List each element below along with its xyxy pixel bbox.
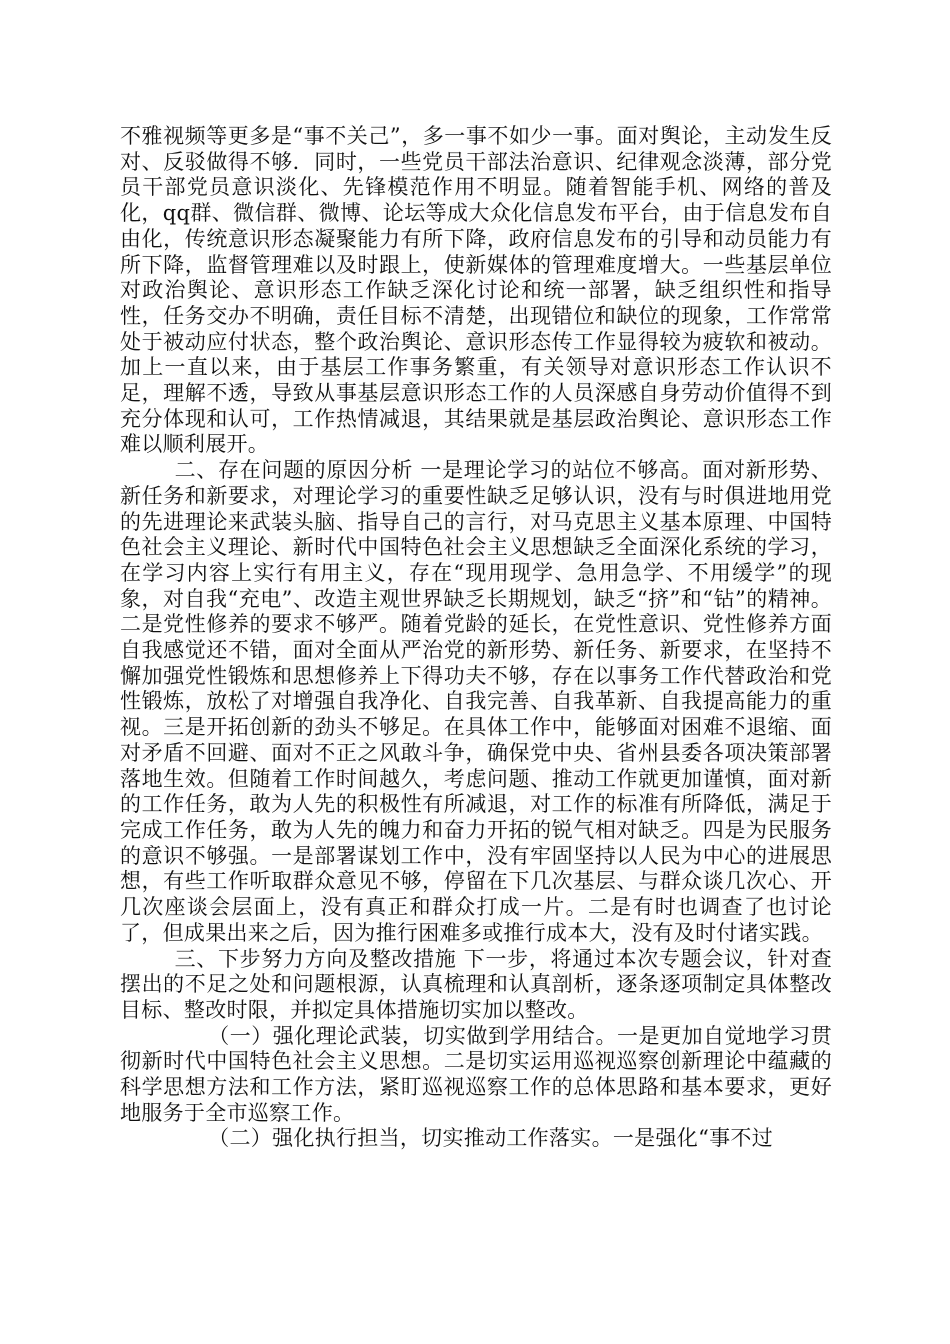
paragraph-cause-analysis: 二、存在问题的原因分析 一是理论学习的站位不够高。面对新形势、新任务和新要求，对理论学习的重要性缺乏足够认识，没有与时俱进地用党的先进理论来武装头脑、指导自己的言行，对马克思主义基本原理、中国特色社会主义理论、新时代中国特色社会主义思想缺乏全面深化系统的学习，在学习内容上实行有用主义，存在“现用现学、急用急学、不用缓学”的现象，对自我“充电”、改造主观世界缺乏长期规划，缺乏“挤”和“钻”的精神。二是党性修养的要求不够严。随着党龄的延长，在党性意识、党性修养方面自我感觉还不错，面对全面从严治党的新形势、新任务、新要求，在坚持不懈加强党性锻炼和思想修养上下得功夫不够，存在以事务工作代替政治和党性锻炼，放松了对增强自我净化、自我完善、自我革新、自我提高能力的重视。三是开拓创新的劲头不够足。在具体工作中，能够面对困难不退缩、面对矛盾不回避、面对不正之风敢斗争，确保党中央、省州县委各项决策部署落地生效。但随着工作时间越久，考虑问题、推动工作就更加谨慎，面对新的工作任务，敢为人先的积极性有所减退，对工作的标准有所降低，满足于完成工作任务，敢为人先的魄力和奋力开拓的锐气相对缺乏。四是为民服务的意识不够强。一是部署谋划工作中，没有牢固坚持以人民为中心的进展思想，有些工作听取群众意见不够，停留在下几次基层、与群众谈几次心、开几次座谈会层面上，没有真正和群众打成一片。二是有时也调查了也讨论了，但成果出来之后，因为推行困难多或推行成本大，没有及时付诸实践。	[120, 458, 832, 945]
paragraph-continuation: 不雅视频等更多是“事不关己”，多一事不如少一事。面对舆论，主动发生反对、反驳做得不够．同时，一些党员干部法治意识、纪律观念淡薄，部分党员干部党员意识淡化、先锋模范作用不明显。随着智能手机、网络的普及化，qq群、微信群、微博、论坛等成大众化信息发布平台，由于信息发布自由化，传统意识形态凝聚能力有所下降，政府信息发布的引导和动员能力有所下降，监督管理难以及时跟上，使新媒体的管理难度增大。一些基层单位对政治舆论、意识形态工作缺乏深化讨论和统一部署，缺乏组织性和指导性，任务交办不明确，责任目标不清楚，出现错位和缺位的现象，工作常常处于被动应付状态，整个政治舆论、意识形态传工作显得较为疲软和被动。加上一直以来，由于基层工作事务繁重，有关领导对意识形态工作认识不足，理解不透，导致从事基层意识形态工作的人员深感自身劳动价值得不到充分体现和认可，工作热情减退，其结果就是基层政治舆论、意识形态工作难以顺利展开。	[120, 124, 832, 457]
paragraph-rectification: 三、下步努力方向及整改措施 下一步，将通过本次专题会议，针对查摆出的不足之处和问题根源，认真梳理和认真剖析，逐条逐项制定具体整改目标、整改时限，并拟定具体措施切实加以整改。	[120, 946, 832, 1022]
document-body	[120, 124, 832, 1152]
paragraph-execution-responsibility: （二）强化执行担当，切实推动工作落实。一是强化“事不过	[208, 1126, 774, 1151]
paragraph-theory-armament: （一）强化理论武装，切实做到学用结合。一是更加自觉地学习贯彻新时代中国特色社会主义思想。二是切实运用巡视巡察创新理论中蕴藏的科学思想方法和工作方法，紧盯巡视巡察工作的总体思路和基本要求，更好地服务于全市巡察工作。	[120, 1023, 832, 1125]
